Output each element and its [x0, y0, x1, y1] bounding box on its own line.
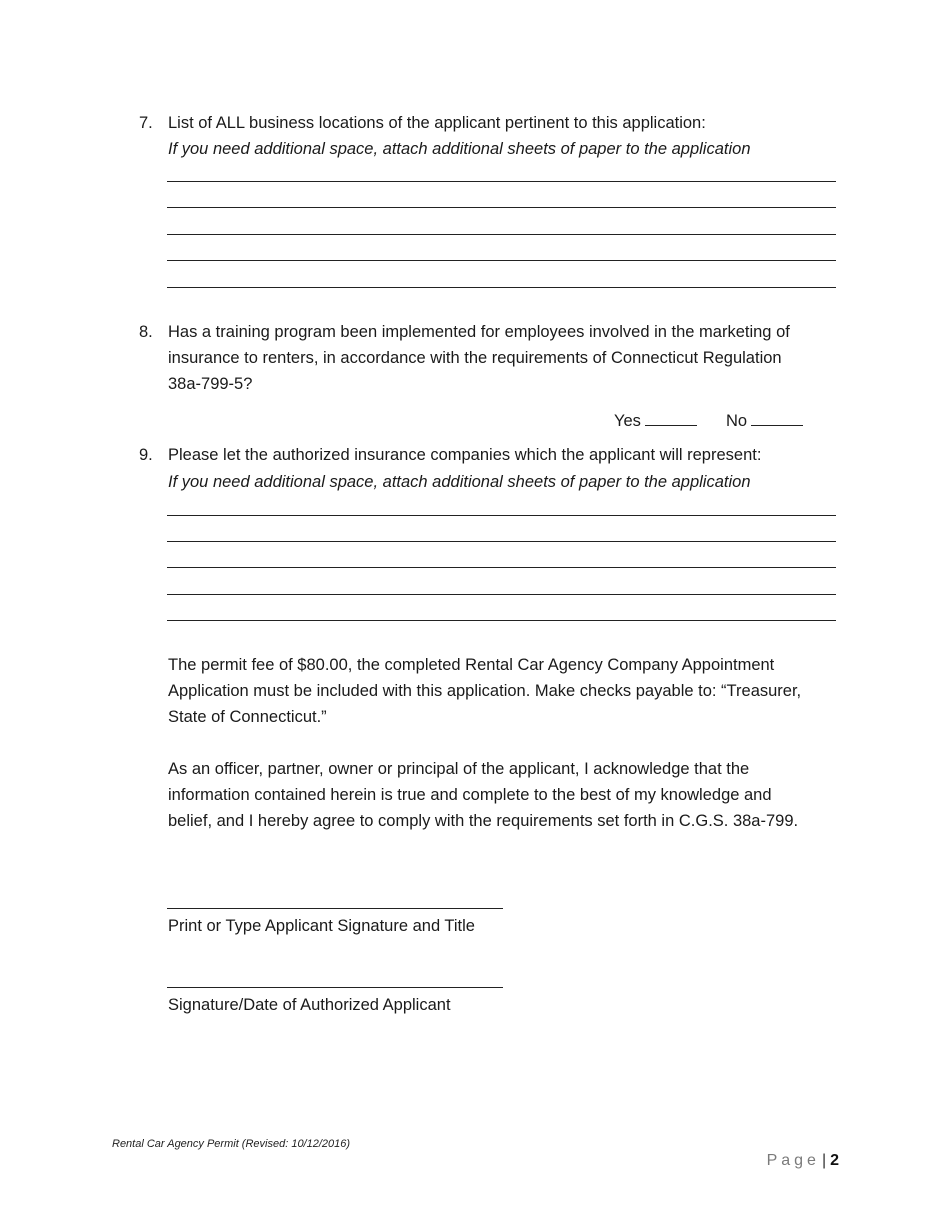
ack-paragraph-line-3: belief, and I hereby agree to comply with the requirements set forth in C.G.S. 38a-799.: [168, 812, 799, 830]
footer-form-name: Rental Car Agency Permit (Revised: 10/12/2016): [112, 1138, 351, 1150]
business-locations-line-3[interactable]: [167, 234, 836, 235]
ack-paragraph-line-1: As an officer, partner, owner or principal of the applicant, I acknowledge that the: [168, 760, 750, 778]
business-locations-line-2[interactable]: [167, 207, 836, 208]
print-signature-line[interactable]: [167, 908, 503, 909]
signature-date-line[interactable]: [167, 987, 503, 988]
question-8-line-1: Has a training program been implemented for employees involved in the marketing of: [168, 323, 790, 341]
ack-paragraph-line-2: information contained herein is true and complete to the best of my knowledge and: [168, 786, 772, 804]
fee-paragraph-line-2: Application must be included with this application. Make checks payable to: “Treasurer,: [168, 682, 802, 700]
page-word: Page: [766, 1152, 820, 1169]
question-9-note: If you need additional space, attach additional sheets of paper to the application: [168, 473, 751, 491]
business-locations-line-4[interactable]: [167, 260, 836, 261]
signature-date-label: Signature/Date of Authorized Applicant: [168, 996, 451, 1014]
fee-paragraph-line-1: The permit fee of $80.00, the completed Rental Car Agency Company Appointment: [168, 656, 775, 674]
question-9-text: Please let the authorized insurance companies which the applicant will represent:: [168, 446, 762, 464]
yes-option: [614, 411, 697, 431]
no-option: [726, 411, 803, 431]
no-label: No: [726, 412, 748, 430]
yes-label: Yes: [614, 412, 641, 430]
page-indicator: [767, 1152, 839, 1170]
page-separator: |: [821, 1152, 827, 1169]
insurance-companies-line-4[interactable]: [167, 594, 836, 595]
insurance-companies-line-3[interactable]: [167, 567, 836, 568]
question-7-text: List of ALL business locations of the applicant pertinent to this application:: [168, 114, 706, 132]
insurance-companies-line-1[interactable]: [167, 515, 836, 516]
question-7-number: 7.: [139, 114, 153, 132]
yes-answer-blank[interactable]: [645, 411, 697, 426]
fee-paragraph-line-3: State of Connecticut.”: [168, 708, 327, 726]
question-8-line-2: insurance to renters, in accordance with the requirements of Connecticut Regulation: [168, 349, 782, 367]
no-answer-blank[interactable]: [751, 411, 803, 426]
page-number: 2: [830, 1152, 839, 1169]
print-signature-label: Print or Type Applicant Signature and Title: [168, 917, 475, 935]
question-8-number: 8.: [139, 323, 153, 341]
insurance-companies-line-5[interactable]: [167, 620, 836, 621]
insurance-companies-line-2[interactable]: [167, 541, 836, 542]
business-locations-line-1[interactable]: [167, 181, 836, 182]
business-locations-line-5[interactable]: [167, 287, 836, 288]
question-7-note: If you need additional space, attach additional sheets of paper to the application: [168, 140, 751, 158]
question-8-line-3: 38a-799-5?: [168, 375, 253, 393]
question-9-number: 9.: [139, 446, 153, 464]
